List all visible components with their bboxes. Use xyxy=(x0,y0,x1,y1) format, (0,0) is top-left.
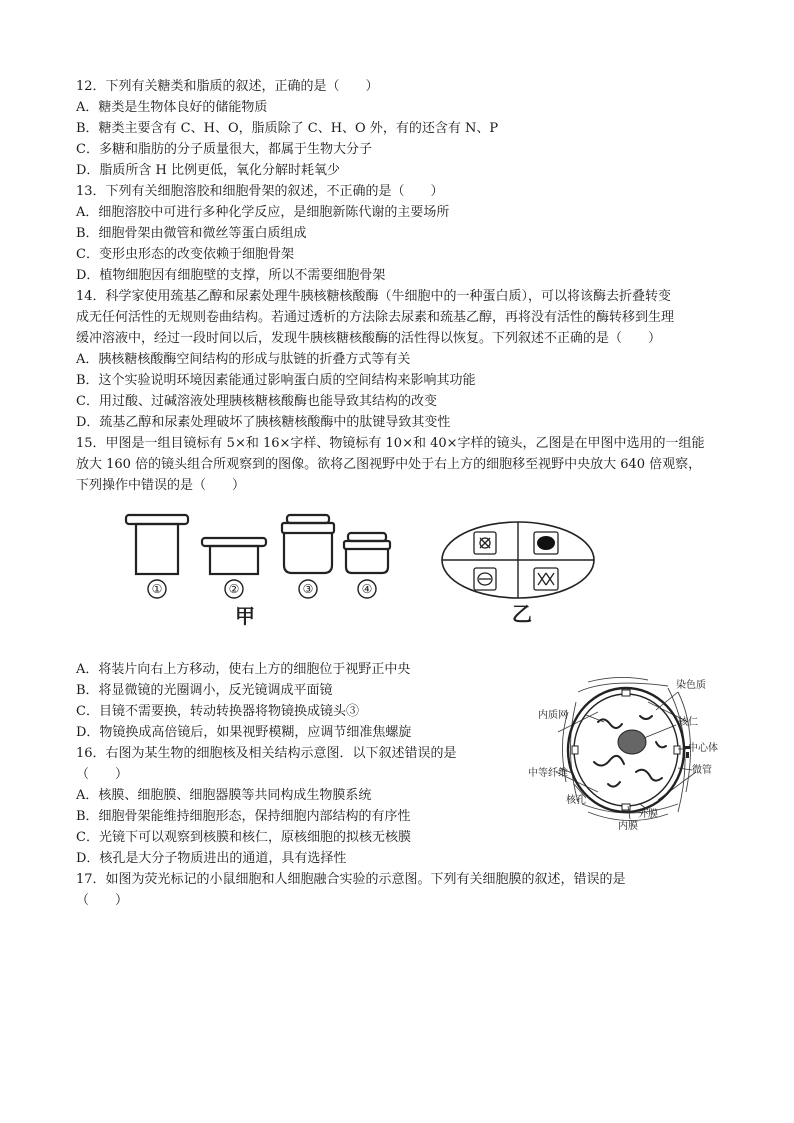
q13-option-b: B．细胞骨架由微管和微丝等蛋白质组成 xyxy=(76,226,307,241)
q15-stem-1: 15．甲图是一组目镜标有 5×和 16×字样、物镜标有 10×和 40×字样的镜头，乙图是在甲图中选用的一组能 xyxy=(76,436,705,451)
q15-stem-2: 放大 160 倍的镜头组合所观察到的图像。欲将乙图视野中处于右上方的细胞移至视野中央放大 640 倍观察， xyxy=(76,457,702,472)
q14-option-c: C．用过酸、过碱溶液处理胰核糖核酸酶也能导致其结构的改变 xyxy=(76,394,437,409)
figure-jia-lenses xyxy=(120,505,410,630)
q14-option-a: A．胰核糖核酸酶空间结构的形成与肽链的折叠方式等有关 xyxy=(76,352,411,367)
q12-stem: 12．下列有关糖类和脂质的叙述，正确的是（ ） xyxy=(76,79,379,94)
cell-upper-left xyxy=(474,532,496,554)
lens-label-2: ② xyxy=(228,582,240,596)
q12-option-d: D．脂质所含 H 比例更低，氧化分解时耗氧少 xyxy=(76,163,341,178)
label-nuclear-pore: 核孔 xyxy=(566,795,586,806)
q16-bracket: （ ） xyxy=(76,767,129,782)
lens-label-3: ③ xyxy=(302,582,314,596)
q15-stem-3: 下列操作中错误的是（ ） xyxy=(76,478,246,493)
q16-option-c: C．光镜下可以观察到核膜和核仁，原核细胞的拟核无核膜 xyxy=(76,830,411,845)
figure-nucleus-diagram xyxy=(528,672,730,832)
label-centrosome: 中心体 xyxy=(688,743,718,754)
cell-lower-right xyxy=(534,568,558,590)
label-nucleolus: 核仁 xyxy=(678,717,698,728)
label-chromatin: 染色质 xyxy=(676,680,706,691)
q12-option-c: C．多糖和脂肪的分子质量很大，都属于生物大分子 xyxy=(76,142,372,157)
q14-stem-3: 缓冲溶液中，经过一段时间以后，发现牛胰核糖核酸酶的活性得以恢复。下列叙述不正确的是（ ） xyxy=(76,331,662,346)
lens-4 xyxy=(344,533,390,573)
lens-2 xyxy=(202,538,266,546)
label-inner-membrane: 内膜 xyxy=(618,821,638,832)
lens-3 xyxy=(282,515,334,573)
q16-option-b: B．细胞骨架能维持细胞形态，保持细胞内部结构的有序性 xyxy=(76,809,411,824)
q15-option-d: D．物镜换成高倍镜后，如果视野模糊，应调节细准焦螺旋 xyxy=(76,725,412,740)
q14-stem-2: 成无任何活性的无规则卷曲结构。若通过透析的方法除去尿素和巯基乙醇，再将没有活性的酶转移到生理 xyxy=(76,310,675,325)
q13-stem: 13．下列有关细胞溶胶和细胞骨架的叙述，不正确的是（ ） xyxy=(76,184,444,199)
label-outer-membrane: 外膜 xyxy=(638,809,658,820)
lens-label-4: ④ xyxy=(361,582,373,596)
q15-option-b: B．将显微镜的光圈调小，反光镜调成平面镜 xyxy=(76,683,333,698)
q12-option-a: A．糖类是生物体良好的储能物质 xyxy=(76,100,268,115)
q17-bracket: （ ） xyxy=(76,893,129,908)
q16-stem: 16．右图为某生物的细胞核及相关结构示意图．以下叙述错误的是 xyxy=(76,746,457,761)
label-microtubule: 微管 xyxy=(692,765,712,776)
q13-option-c: C．变形虫形态的改变依赖于细胞骨架 xyxy=(76,247,294,262)
figure-yi-field-of-view xyxy=(438,518,608,628)
label-er: 内质网 xyxy=(538,710,568,721)
q14-stem-1: 14．科学家使用巯基乙醇和尿素处理牛胰核糖核酸酶（牛细胞中的一种蛋白质），可以将该酶去折叠转变 xyxy=(76,289,672,304)
q12-option-b: B．糖类主要含有 C、H、O，脂质除了 C、H、O 外，有的还含有 N、P xyxy=(76,121,499,136)
q17-stem: 17．如图为荧光标记的小鼠细胞和人细胞融合实验的示意图。下列有关细胞膜的叙述，错误的是 xyxy=(76,872,626,887)
q14-option-b: B．这个实验说明环境因素能通过影响蛋白质的空间结构来影响其功能 xyxy=(76,373,476,388)
q16-option-d: D．核孔是大分子物质进出的通道，具有选择性 xyxy=(76,851,347,866)
q15-option-a: A．将装片向右上方移动，使右上方的细胞位于视野正中央 xyxy=(76,662,411,677)
cell-lower-left xyxy=(474,568,496,590)
lens-1 xyxy=(126,515,188,524)
figure-yi-caption: 乙 xyxy=(512,602,532,626)
lens-label-1: ① xyxy=(151,582,163,596)
q13-option-d: D．植物细胞因有细胞壁的支撑，所以不需要细胞骨架 xyxy=(76,268,386,283)
q13-option-a: A．细胞溶胶中可进行多种化学反应，是细胞新陈代谢的主要场所 xyxy=(76,205,450,220)
cell-upper-right xyxy=(534,532,558,554)
label-intermediate-filament: 中等纤维 xyxy=(528,768,568,779)
q15-option-c: C．目镜不需要换，转动转换器将物镜换成镜头③ xyxy=(76,704,359,719)
q16-option-a: A．核膜、细胞膜、细胞器膜等共同构成生物膜系统 xyxy=(76,788,372,803)
figure-jia-caption: 甲 xyxy=(235,604,255,628)
q14-option-d: D．巯基乙醇和尿素处理破坏了胰核糖核酸酶中的肽键导致其变性 xyxy=(76,415,451,430)
